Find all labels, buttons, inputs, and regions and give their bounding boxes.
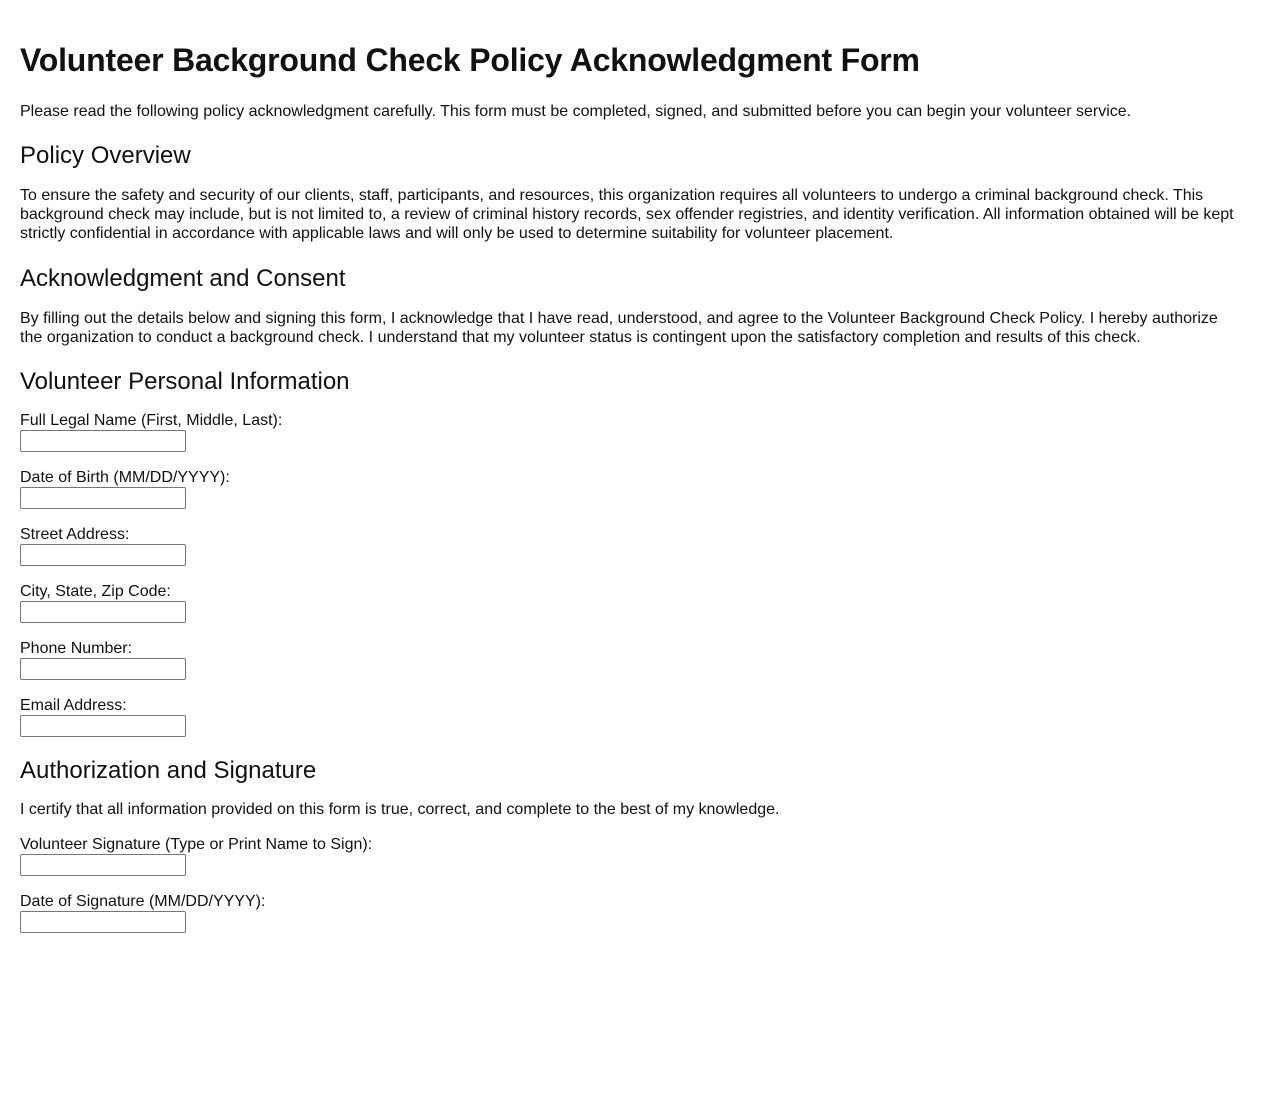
personal-info-fields bbox=[20, 396, 1242, 737]
signature-date-input[interactable] bbox=[20, 911, 186, 933]
personal-info-heading: Volunteer Personal Information bbox=[20, 368, 350, 395]
city-state-zip-input[interactable] bbox=[20, 601, 186, 623]
certification-text: I certify that all information provided on this form is true, correct, and complete to the best of my knowledge. bbox=[20, 801, 780, 818]
email-address-label: Email Address: bbox=[20, 697, 127, 714]
signature-date-label: Date of Signature (MM/DD/YYYY): bbox=[20, 893, 266, 910]
phone-number-input[interactable] bbox=[20, 658, 186, 680]
authorization-heading: Authorization and Signature bbox=[20, 757, 317, 784]
signature-date-field bbox=[20, 892, 1242, 933]
email-address-field bbox=[20, 696, 1242, 737]
signature-field bbox=[20, 835, 1242, 876]
full-name-label: Full Legal Name (First, Middle, Last): bbox=[20, 412, 283, 429]
full-name-field bbox=[20, 411, 1242, 452]
signature-input[interactable] bbox=[20, 854, 186, 876]
signature-fields bbox=[20, 819, 1242, 933]
street-address-label: Street Address: bbox=[20, 526, 130, 543]
phone-number-field bbox=[20, 639, 1242, 680]
intro-text: Please read the following policy acknowledgment carefully. This form must be completed, signed, and submitted before you can begin your volunteer service. bbox=[20, 103, 1132, 120]
street-address-field bbox=[20, 525, 1242, 566]
date-of-birth-input[interactable] bbox=[20, 487, 186, 509]
page-title: Volunteer Background Check Policy Acknowledgment Form bbox=[20, 42, 920, 78]
acknowledgment-text: By filling out the details below and signing this form, I acknowledge that I have read, understood, and agree to the Volunteer Background Check Policy. I hereby authorize the organization to conduct a background check. I understand that my volunteer status is contingent upon the satisfactory completion and results of this check. bbox=[20, 310, 1218, 346]
date-of-birth-field bbox=[20, 468, 1242, 509]
signature-label: Volunteer Signature (Type or Print Name to Sign): bbox=[20, 836, 373, 853]
street-address-input[interactable] bbox=[20, 544, 186, 566]
date-of-birth-label: Date of Birth (MM/DD/YYYY): bbox=[20, 469, 230, 486]
email-address-input[interactable] bbox=[20, 715, 186, 737]
full-name-input[interactable] bbox=[20, 430, 186, 452]
policy-overview-text: To ensure the safety and security of our clients, staff, participants, and resources, this organization requires all volunteers to undergo a criminal background check. This background check may include, but is not limited to, a review of criminal history records, sex offender registries, and identity verification. All information obtained will be kept strictly confidential in accordance with applicable laws and will only be used to determine suitability for volunteer placement. bbox=[20, 187, 1234, 242]
acknowledgment-heading: Acknowledgment and Consent bbox=[20, 265, 346, 292]
policy-overview-heading: Policy Overview bbox=[20, 142, 191, 169]
phone-number-label: Phone Number: bbox=[20, 640, 133, 657]
city-state-zip-field bbox=[20, 582, 1242, 623]
city-state-zip-label: City, State, Zip Code: bbox=[20, 583, 171, 600]
